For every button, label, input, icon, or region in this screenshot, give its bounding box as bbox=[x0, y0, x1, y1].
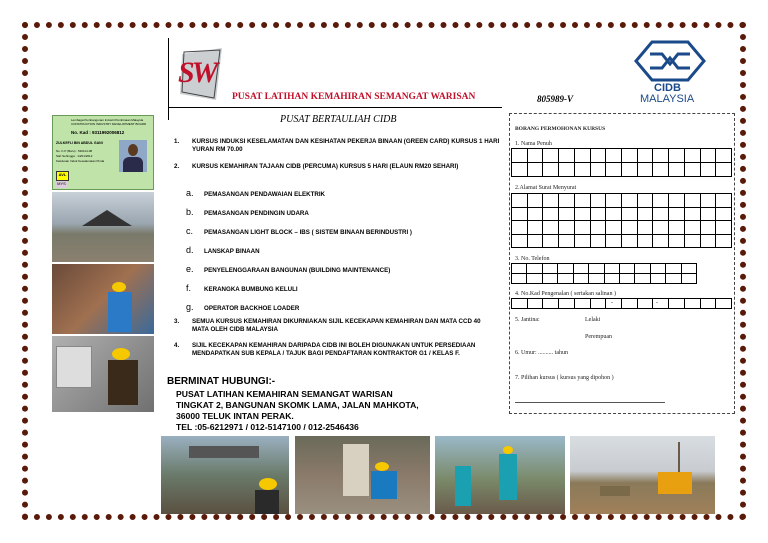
card-name: ZULKEFLI BIN ABDUL GANI bbox=[56, 141, 103, 145]
course-3: 3. SEMUA KURSUS KEMAHIRAN DIKURNIAKAN SIJIL KECEKAPAN KEMAHIRAN DAN MATA CCD 40 MATA OLEH CIDB MALAYSIA bbox=[174, 318, 481, 333]
contact-block bbox=[176, 389, 419, 433]
phone-field[interactable] bbox=[512, 264, 697, 284]
ic-separator: - bbox=[611, 300, 613, 306]
course-4: 4. SIJIL KECEKAPAN KEMAHIRAN DARIPADA CIDB INI BOLEH DIGUNAKAN UNTUK PERSEDIAAN MENDAPATKAN SUB KEPALA / TAJUK BAGI PENDAFTARAN KONTRAKTOR G1 / KELAS F. bbox=[174, 342, 476, 357]
subtitle: PUSAT BERTAULIAH CIDB bbox=[280, 114, 397, 125]
sub-course-item: c. PEMASANGAN LIGHT BLOCK – IBS ( SISTEM BINAAN BERINDUSTRI ) bbox=[186, 226, 412, 236]
photo-backhoe bbox=[570, 436, 715, 514]
cidb-logo bbox=[632, 38, 708, 104]
contact-line: PUSAT LATIHAN KEMAHIRAN SEMANGAT WARISAN bbox=[176, 389, 393, 399]
header-hline bbox=[168, 107, 502, 108]
card-box: AVL bbox=[56, 171, 69, 181]
contact-line: 36000 TELUK INTAN PERAK. bbox=[176, 411, 294, 421]
contact-heading: BERMINAT HUBUNGI:- bbox=[167, 376, 276, 387]
school-title: PUSAT LATIHAN KEMAHIRAN SEMANGAT WARISAN bbox=[232, 92, 476, 102]
contact-line: TINGKAT 2, BANGUNAN SKOMK LAMA, JALAN MAHKOTA, bbox=[176, 400, 419, 410]
ic-separator: - bbox=[656, 300, 658, 306]
photo-light-block bbox=[435, 436, 565, 514]
form-label-name: 1. Nama Penuh bbox=[515, 141, 552, 147]
name-field[interactable] bbox=[512, 149, 732, 177]
form-label-gender: 5. Jantina: bbox=[515, 317, 540, 323]
card-header-text-2: CONSTRUCTION INDUSTRY DEVELOPMENT BOARD bbox=[71, 122, 147, 126]
cidb-text: CIDB bbox=[654, 82, 681, 94]
sw-logo bbox=[176, 44, 228, 104]
form-title: BORANG PERMOHONAN KURSUS bbox=[515, 126, 606, 132]
photo-roof-work bbox=[161, 436, 289, 514]
card-field: Kelulusan Induk Keselamatan Pinda bbox=[56, 159, 105, 163]
form-label-phone: 3. No. Telefon bbox=[515, 256, 550, 262]
card-photo bbox=[119, 140, 147, 172]
registration-number: 805989-V bbox=[537, 94, 573, 104]
course-choice-line[interactable] bbox=[515, 402, 665, 403]
sub-course-item: f. KERANGKA BUMBUNG KELULI bbox=[186, 283, 298, 293]
sub-course-item: g. OPERATOR BACKHOE LOADER bbox=[186, 302, 300, 312]
address-field[interactable] bbox=[512, 194, 732, 248]
photo-aircon bbox=[52, 336, 154, 412]
form-label-age: 6. Umur: .......... tahun bbox=[515, 350, 568, 356]
gender-option-male[interactable]: Lelaki bbox=[585, 317, 601, 323]
photo-building bbox=[52, 192, 154, 262]
sub-course-item: a. PEMASANGAN PENDAWAIAN ELEKTRIK bbox=[186, 188, 326, 198]
contact-phone: TEL :05-6212971 / 012-5147100 / 012-2546436 bbox=[176, 422, 359, 432]
sub-course-item: e. PENYELENGGARAAN BANGUNAN (BUILDING MAINTENANCE) bbox=[186, 264, 391, 274]
course-1: 1. KURSUS INDUKSI KESELAMATAN DAN KESIHATAN PEKERJA BINAAN (GREEN CARD) KURSUS 1 HARI YURAN RM 70.00 bbox=[174, 138, 500, 153]
sw-logo-text: SW bbox=[178, 56, 216, 89]
cidb-hexagon-icon bbox=[632, 38, 708, 84]
form-label-course-choice: 7. Pilihan kursus ( kursus yang dipohon ) bbox=[515, 375, 614, 381]
sub-course-item: d. LANSKAP BINAAN bbox=[186, 245, 260, 255]
ic-number-field[interactable] bbox=[512, 299, 732, 309]
photo-landscape bbox=[295, 436, 430, 514]
photo-electrical bbox=[52, 264, 154, 334]
cidb-country: MALAYSIA bbox=[640, 93, 695, 105]
course-2: 2. KURSUS KEMAHIRAN TAJAAN CIDB (PERCUMA) KURSUS 5 HARI (ELAUN RM20 SEHARI) bbox=[174, 163, 459, 170]
green-card bbox=[52, 115, 154, 190]
gender-option-female[interactable]: Perempuan bbox=[585, 334, 612, 340]
form-label-ic: 4. No.Kad Pengenalan ( sertakan salinan ) bbox=[515, 291, 616, 297]
form-label-address: 2.Alamat Surat Menyurat bbox=[515, 185, 577, 191]
sub-course-item: b. PEMASANGAN PENDINGIN UDARA bbox=[186, 207, 309, 217]
card-field: Sah Sehingga : 14/01/2012 bbox=[56, 154, 93, 158]
card-box: MYS bbox=[57, 181, 66, 186]
card-field: No. K.P (Baru) : 520114-08 bbox=[56, 149, 93, 153]
card-header-text: Lembaga Pembangunan Industri Pembinaan Malaysia bbox=[71, 118, 144, 122]
card-number: No. Kad : 9311992006812 bbox=[71, 130, 125, 135]
